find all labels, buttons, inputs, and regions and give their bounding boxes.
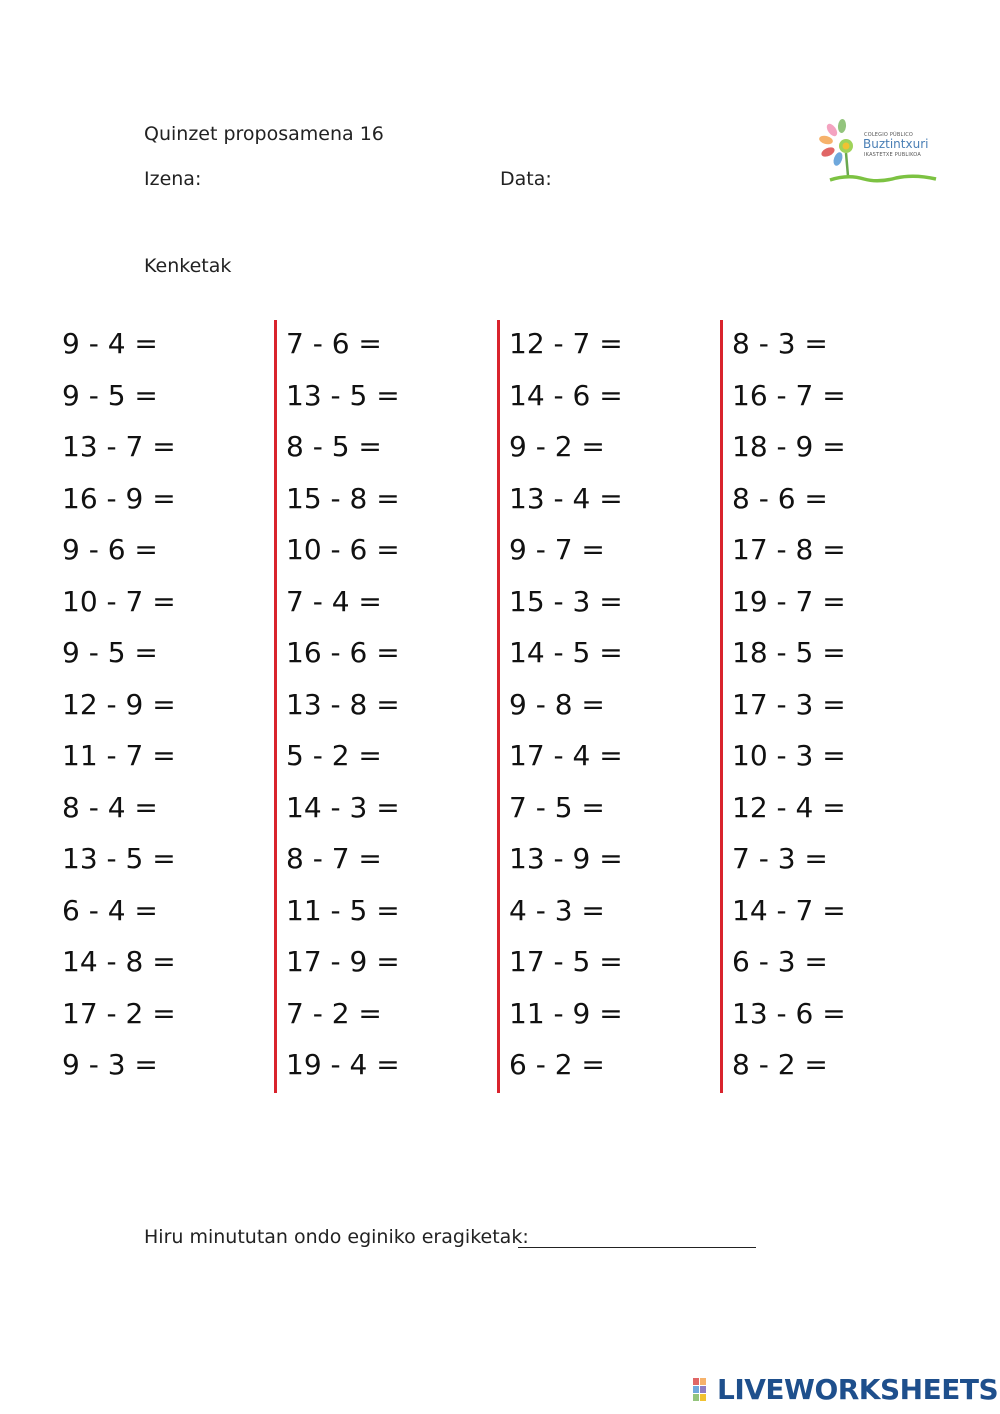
logo-school-name: Buztintxuri	[863, 137, 929, 151]
exercise-column-4	[732, 318, 942, 1091]
score-answer-line[interactable]	[518, 1247, 756, 1248]
subtraction-exercise: 13 - 7 =	[62, 430, 176, 463]
subtraction-exercise: 12 - 4 =	[732, 790, 846, 824]
subtraction-exercise: 16 - 7 =	[732, 378, 846, 412]
subtraction-exercise: 14 - 3 =	[286, 790, 400, 824]
subtraction-exercise: 13 - 6 =	[732, 996, 846, 1030]
subtraction-exercise: 14 - 6 =	[509, 378, 623, 412]
section-heading: Kenketak	[144, 255, 232, 277]
subtraction-exercise: 7 - 6 =	[286, 327, 382, 360]
subtraction-exercise: 17 - 3 =	[732, 687, 846, 721]
subtraction-exercise: 9 - 6 =	[62, 533, 158, 566]
subtraction-exercise: 11 - 7 =	[62, 739, 176, 772]
date-label: Data:	[500, 168, 552, 190]
worksheet-title: Quinzet proposamena 16	[144, 123, 384, 145]
subtraction-exercise: 6 - 2 =	[509, 1048, 605, 1081]
subtraction-exercise: 15 - 8 =	[286, 481, 400, 515]
subtraction-exercise: 13 - 5 =	[62, 842, 176, 875]
subtraction-exercise: 17 - 2 =	[62, 996, 176, 1030]
subtraction-exercise: 6 - 4 =	[62, 893, 158, 927]
subtraction-exercise: 8 - 3 =	[732, 327, 828, 360]
subtraction-exercise: 6 - 3 =	[732, 945, 828, 978]
liveworksheets-logo-icon	[693, 1378, 715, 1402]
subtraction-exercise: 9 - 3 =	[62, 1048, 158, 1081]
subtraction-exercise: 12 - 7 =	[509, 327, 623, 360]
column-separator	[497, 320, 500, 1093]
subtraction-exercise: 9 - 7 =	[509, 533, 605, 566]
subtraction-exercise: 17 - 5 =	[509, 945, 623, 978]
subtraction-exercise: 9 - 2 =	[509, 430, 605, 463]
exercise-column-2	[286, 318, 496, 1091]
exercise-column-1	[62, 318, 272, 1091]
subtraction-exercise: 8 - 6 =	[732, 481, 828, 515]
subtraction-exercise: 13 - 5 =	[286, 378, 400, 412]
subtraction-exercise: 10 - 7 =	[62, 584, 176, 618]
subtraction-exercise: 10 - 3 =	[732, 739, 846, 772]
subtraction-exercise: 19 - 4 =	[286, 1048, 400, 1081]
score-label: Hiru minututan ondo eginiko eragiketak:	[144, 1226, 529, 1248]
school-logo	[818, 118, 942, 190]
subtraction-exercise: 19 - 7 =	[732, 584, 846, 618]
subtraction-exercise: 16 - 9 =	[62, 481, 176, 515]
subtraction-exercise: 8 - 5 =	[286, 430, 382, 463]
subtraction-exercise: 14 - 8 =	[62, 945, 176, 978]
subtraction-exercise: 13 - 8 =	[286, 687, 400, 721]
subtraction-exercise: 10 - 6 =	[286, 533, 400, 566]
subtraction-exercise: 17 - 8 =	[732, 533, 846, 566]
subtraction-exercise: 7 - 3 =	[732, 842, 828, 875]
column-separator	[274, 320, 277, 1093]
subtraction-exercise: 18 - 9 =	[732, 430, 846, 463]
subtraction-exercise: 9 - 8 =	[509, 687, 605, 721]
subtraction-exercise: 11 - 9 =	[509, 996, 623, 1030]
subtraction-exercise: 12 - 9 =	[62, 687, 176, 721]
exercise-column-3	[509, 318, 719, 1091]
subtraction-exercise: 17 - 4 =	[509, 739, 623, 772]
subtraction-exercise: 17 - 9 =	[286, 945, 400, 978]
subtraction-exercise: 8 - 7 =	[286, 842, 382, 875]
logo-line-3: IKASTETXE PUBLIKOA	[864, 152, 921, 158]
subtraction-exercise: 13 - 9 =	[509, 842, 623, 875]
subtraction-exercise: 18 - 5 =	[732, 636, 846, 669]
subtraction-exercise: 16 - 6 =	[286, 636, 400, 669]
subtraction-exercise: 14 - 5 =	[509, 636, 623, 669]
subtraction-exercise: 9 - 5 =	[62, 378, 158, 412]
name-label: Izena:	[144, 168, 202, 190]
logo-line-1: COLEGIO PÚBLICO	[864, 132, 914, 138]
subtraction-exercise: 15 - 3 =	[509, 584, 623, 618]
subtraction-exercise: 7 - 4 =	[286, 584, 382, 618]
subtraction-exercise: 7 - 5 =	[509, 790, 605, 824]
watermark-text: LIVEWORKSHEETS	[717, 1373, 999, 1406]
subtraction-exercise: 8 - 4 =	[62, 790, 158, 824]
subtraction-exercise: 9 - 4 =	[62, 327, 158, 360]
column-separator	[720, 320, 723, 1093]
subtraction-exercise: 8 - 2 =	[732, 1048, 828, 1081]
subtraction-exercise: 13 - 4 =	[509, 481, 623, 515]
subtraction-exercise: 9 - 5 =	[62, 636, 158, 669]
subtraction-exercise: 11 - 5 =	[286, 893, 400, 927]
subtraction-exercise: 4 - 3 =	[509, 893, 605, 927]
subtraction-exercise: 7 - 2 =	[286, 996, 382, 1030]
subtraction-exercise: 14 - 7 =	[732, 893, 846, 927]
subtraction-exercise: 5 - 2 =	[286, 739, 382, 772]
